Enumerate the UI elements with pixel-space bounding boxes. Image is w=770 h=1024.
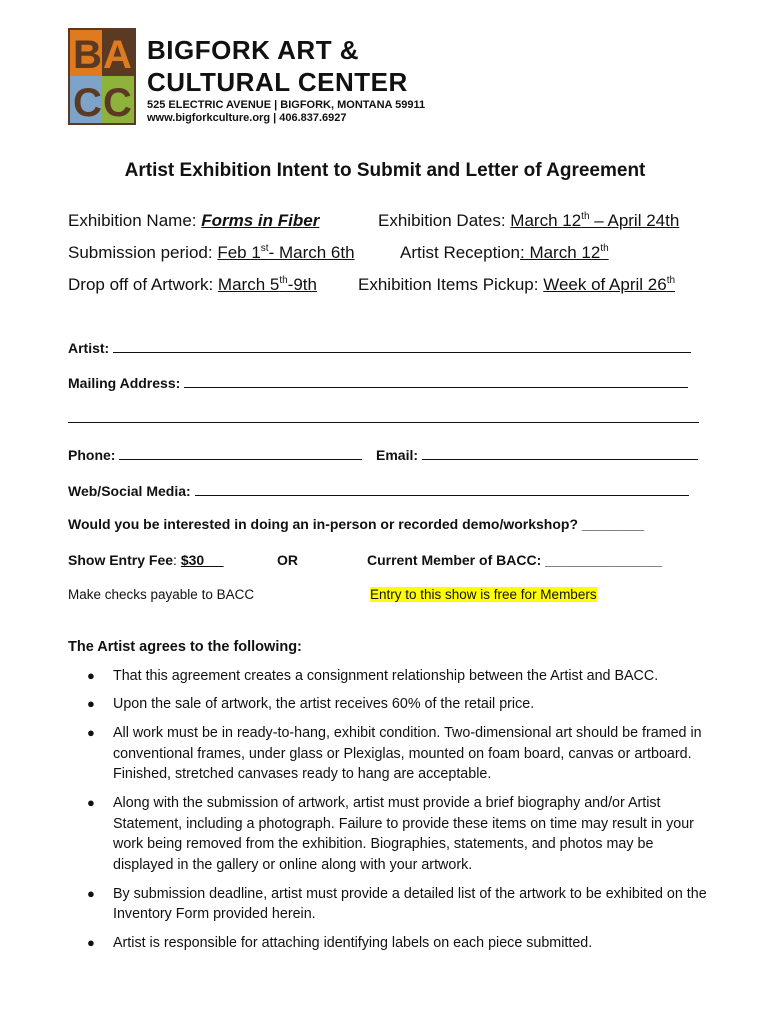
items-pickup-label: Exhibition Items Pickup: [358, 275, 544, 294]
list-item: ● That this agreement creates a consignment relationship between the Artist and BACC. [68, 666, 708, 687]
artist-input-line[interactable] [113, 338, 691, 353]
exhibition-dates [378, 211, 679, 231]
org-web-phone: www.bigforkculture.org | 406.837.6927 [147, 112, 347, 124]
web-social-field [68, 481, 689, 499]
bullet-icon: ● [87, 794, 95, 810]
phone-label: Phone: [68, 447, 116, 463]
exhibition-name-label: Exhibition Name: [68, 211, 202, 230]
bullet-icon: ● [87, 934, 95, 950]
artist-reception-label: Artist Reception [400, 243, 520, 262]
list-item: ● All work must be in ready-to-hang, exhibit condition. Two-dimensional art should be framed in conventional frames, under glass or Plexiglas, mounted on foam board, canvas or artboard. Finished, stretched canvases ready to hang are acceptable. [87, 724, 702, 783]
list-item: ● By submission deadline, artist must provide a detailed list of the artwork to be exhibited on the Inventory Form provided herein. [87, 885, 707, 923]
bullet-icon: ● [87, 885, 95, 901]
bullet-icon: ● [87, 668, 95, 683]
show-entry-fee-value: $30 [180, 552, 224, 568]
bacc-logo [68, 28, 426, 128]
submission-period-label: Submission period: [68, 243, 218, 262]
list-item: ● Artist is responsible for attaching identifying labels on each piece submitted. [68, 933, 708, 954]
svg-text:C: C [73, 81, 102, 125]
list-item: ● Upon the sale of artwork, the artist receives 60% of the retail price. [68, 694, 708, 715]
phone-input-line[interactable] [119, 445, 362, 460]
exhibition-name [68, 211, 319, 231]
drop-off-value: March 5th-9th [217, 275, 317, 294]
bullet-icon: ● [87, 724, 95, 740]
mailing-address-line2 [68, 408, 699, 426]
drop-off [68, 275, 317, 295]
exhibition-dates-value: March 12th – April 24th [510, 211, 680, 230]
email-field [376, 445, 698, 463]
bullet-icon: ● [87, 696, 95, 712]
or-label: OR [277, 552, 298, 568]
show-entry-fee-label: Show Entry Fee [68, 552, 174, 568]
drop-off-label: Drop off of Artwork: [68, 275, 218, 294]
svg-text:A: A [103, 33, 132, 77]
web-social-input-line[interactable] [195, 481, 689, 496]
mailing-address-input-line-2[interactable] [68, 408, 699, 423]
artist-reception-value: : March 12th [520, 243, 609, 262]
document-title: Artist Exhibition Intent to Submit and Letter of Agreement [124, 160, 646, 181]
phone-field [68, 445, 362, 463]
terms-list [68, 666, 708, 961]
artist-field [68, 338, 691, 356]
web-social-label: Web/Social Media: [68, 483, 191, 499]
exhibition-dates-label: Exhibition Dates: [378, 211, 511, 230]
mailing-address-label: Mailing Address: [68, 375, 181, 391]
current-member-field: Current Member of BACC: _______________ [367, 552, 662, 568]
org-address: 525 ELECTRIC AVENUE | BIGFORK, MONTANA 59911 [147, 99, 426, 111]
artist-label: Artist: [68, 340, 110, 356]
free-for-members-note: Entry to this show is free for Members [370, 587, 597, 602]
artist-reception [400, 243, 609, 263]
demo-question: Would you be interested in doing an in-person or recorded demo/workshop? ________ [68, 516, 645, 532]
exhibition-name-value: Forms in Fiber [201, 211, 320, 230]
mailing-address-field [68, 373, 688, 391]
items-pickup [358, 275, 675, 295]
terms-heading: The Artist agrees to the following: [68, 639, 302, 655]
mailing-address-input-line[interactable] [184, 373, 688, 388]
org-name-line1: BIGFORK ART & [147, 35, 360, 65]
show-entry-fee: Show Entry Fee: $30 [68, 552, 224, 568]
bacc-logo-mark [68, 28, 136, 125]
email-label: Email: [376, 447, 419, 463]
org-name-line2: CULTURAL CENTER [147, 67, 408, 97]
submission-period [68, 243, 355, 263]
submission-period-value: Feb 1st- March 6th [217, 243, 355, 262]
items-pickup-value: Week of April 26th [543, 275, 676, 294]
checks-payable-note: Make checks payable to BACC [68, 587, 255, 602]
svg-text:B: B [73, 33, 102, 77]
svg-text:C: C [103, 81, 132, 125]
list-item: ● Along with the submission of artwork, artist must provide a brief biography and/or Artist Statement, including a photograph. Failure to provide these items on time may result in your work being removed from the exhibition. Biographies, statements, and photos may be displayed in the gallery or online along with your artwork. [87, 794, 694, 874]
email-input-line[interactable] [422, 445, 698, 460]
